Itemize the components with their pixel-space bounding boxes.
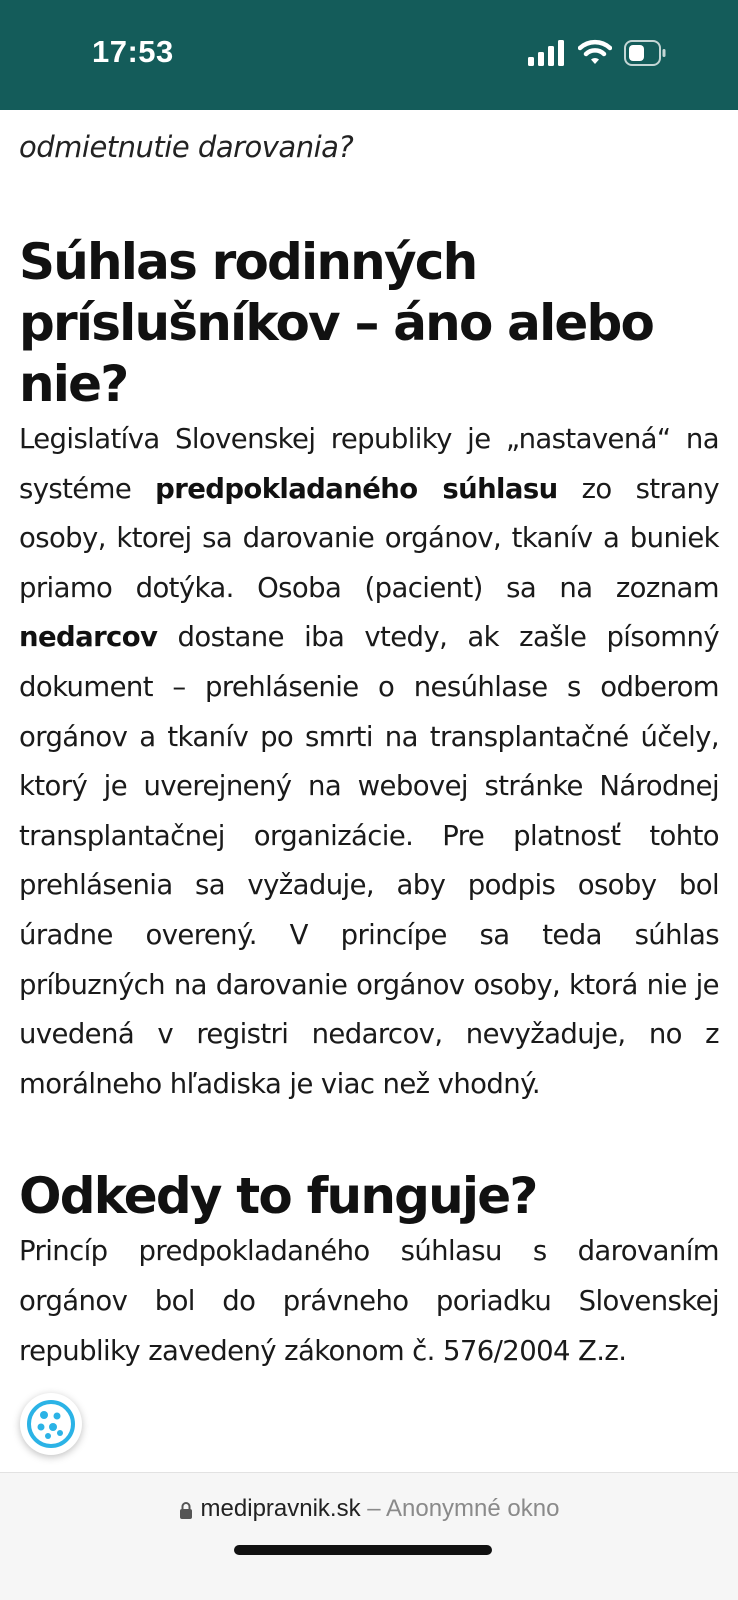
battery-icon (624, 40, 666, 66)
intro-question: odmietnutie darovania? (19, 130, 354, 164)
cookie-settings-button[interactable] (20, 1393, 82, 1455)
paragraph-text: dostane iba vtedy, ak zašle písomný dokument – prehlásenie o nesúhlase s odberom orgánov a tkanív po smrti na transplantačné účely, ktorý je uverejnený na webovej stránke Národnej transplantačnej organizácie. Pre platnosť tohto prehlásenia sa vyžaduje, aby podpis osoby bol úradne overený. V princípe sa teda súhlas príbuzných na darovanie orgánov osoby, ktorá nie je uvedená v registri nedarcov, nevyžaduje, no z morálneho hľadiska je viac než vhodný. (19, 621, 719, 1100)
lock-icon (179, 1501, 193, 1519)
paragraph-since-when: Princíp predpokladaného súhlasu s darovaním orgánov bol do právneho poriadku Slovenskej republiky zavedený zákonom č. 576/2004 Z.z. (19, 1235, 719, 1367)
status-bar (0, 0, 738, 110)
url-row[interactable] (0, 1495, 738, 1523)
bold-term-non-donors: nedarcov (19, 621, 158, 654)
section-heading-consent: Súhlas rodinných príslušníkov – áno alebo nie? (19, 233, 654, 413)
paragraph-text: zo strany osoby, ktorej sa darovanie orgánov, tkanív a buniek priamo dotýka. Osoba (pacient) sa na zoznam (19, 472, 720, 604)
private-mode-label: Anonymné okno (385, 1495, 560, 1522)
url-separator: – (367, 1495, 381, 1522)
browser-address-bar[interactable] (0, 1472, 738, 1600)
paragraph-text: Legislatíva Slovenskej republiky je „nastavená“ na systéme (19, 423, 719, 505)
url-domain: medipravnik.sk (200, 1495, 361, 1522)
home-indicator[interactable] (234, 1545, 492, 1555)
cookie-icon (24, 1397, 78, 1451)
section-heading-since-when: Odkedy to funguje? (19, 1167, 537, 1226)
status-time: 17:53 (92, 34, 174, 69)
paragraph-consent (19, 415, 719, 1109)
bold-term-presumed-consent: predpokladaného súhlasu (155, 472, 558, 505)
cellular-signal-icon (528, 40, 564, 66)
article-content (19, 110, 719, 1376)
wifi-icon (578, 39, 612, 65)
